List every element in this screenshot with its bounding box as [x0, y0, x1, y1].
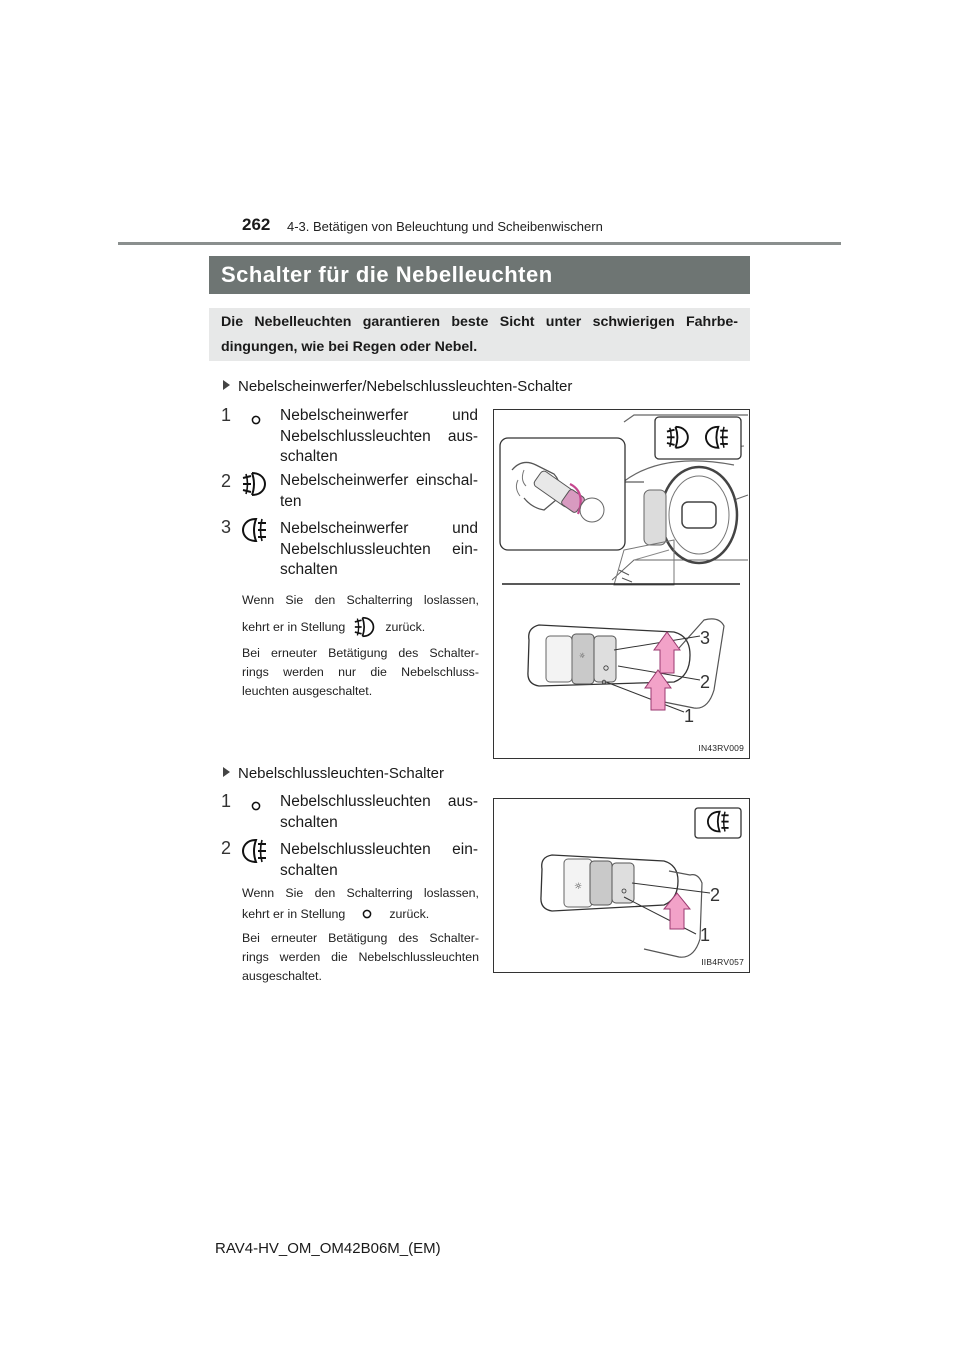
section1-note-1	[242, 591, 479, 609]
section1-heading-text: Nebelscheinwerfer/Nebelschlussleuchten-Schalter	[238, 378, 573, 395]
item-number-3: 3	[221, 517, 232, 537]
note-line: Bei erneuter Betätigung des Schalter-	[242, 931, 479, 945]
text-line: schalten	[280, 813, 338, 831]
figure-code: IIB4RV057	[701, 957, 744, 967]
note-line: Wenn Sie den Schalterring loslassen,	[242, 593, 479, 607]
section2-note-2	[242, 929, 479, 986]
section2-note-1	[242, 884, 479, 902]
section1-item-3-text	[280, 519, 478, 581]
text-line: Nebelscheinwerfer einschal-	[280, 472, 478, 489]
figure-label-1: 1	[700, 925, 711, 945]
header-divider	[118, 242, 841, 245]
intro-line-2: dingungen, wie bei Regen oder Nebel.	[221, 339, 478, 355]
page-number: 262	[242, 215, 271, 234]
note-text: kehrt er in Stellung	[242, 907, 346, 921]
intro-box	[209, 308, 750, 361]
off-circle-icon	[356, 907, 378, 921]
section1-item-1-text	[280, 406, 478, 468]
text-line: Nebelscheinwerfer und	[280, 520, 478, 537]
document-code: RAV4-HV_OM_OM42B06M_(EM)	[215, 1240, 441, 1257]
intro-line-1: Die Nebelleuchten garantieren beste Sicht unter schwierigen Fahrbe-	[221, 314, 738, 330]
note-text: kehrt er in Stellung	[242, 620, 346, 634]
section2-heading	[223, 765, 444, 782]
note-line: ausgeschaltet.	[242, 969, 322, 983]
text-line: schalten	[280, 561, 338, 578]
section1-item-2-text	[280, 471, 478, 512]
text-line: Nebelschlussleuchten ein-	[280, 540, 478, 558]
figure-fog-switch-1	[493, 409, 750, 759]
section2-heading-text: Nebelschlussleuchten-Schalter	[238, 765, 444, 782]
svg-text:☼: ☼	[574, 882, 583, 892]
bullet-arrow-icon	[223, 380, 230, 390]
text-line: Nebelschlussleuchten ein-	[280, 841, 478, 858]
figure-fog-switch-2	[493, 798, 750, 973]
text-line: schalten	[280, 861, 338, 879]
figure-label-2: 2	[710, 885, 721, 905]
front-fog-icon	[354, 615, 376, 639]
item-number-1: 1	[221, 791, 232, 811]
svg-text:☼: ☼	[579, 652, 586, 660]
off-circle-icon	[250, 413, 262, 431]
section1-note-2	[242, 644, 479, 701]
page-title-text: Schalter für die Nebelleuchten	[221, 262, 553, 287]
section2-item-2-text	[280, 840, 478, 881]
figure-label-2: 2	[700, 672, 711, 692]
text-line: Nebelschlussleuchten aus-	[280, 793, 478, 810]
text-line: schalten	[280, 448, 338, 465]
item-number-2: 2	[221, 838, 232, 858]
note-line: leuchten ausgeschaltet.	[242, 684, 373, 698]
section2-item-1-text	[280, 792, 478, 833]
item-number-1: 1	[221, 405, 232, 425]
note-text: zurück.	[389, 907, 430, 921]
off-circle-icon	[250, 799, 262, 817]
text-line: ten	[280, 492, 302, 510]
figure-illustration	[494, 799, 749, 972]
section2-note-1b	[242, 905, 502, 923]
section1-heading	[223, 378, 572, 395]
figure-label-1: 1	[684, 706, 695, 726]
page-title	[209, 256, 750, 294]
note-line: Bei erneuter Betätigung des Schalter-	[242, 646, 479, 660]
figure-label-3: 3	[700, 628, 711, 648]
note-line: rings werden nur die Nebelschluss-	[242, 665, 479, 679]
section-breadcrumb: 4-3. Betätigen von Beleuchtung und Scheibenwischern	[287, 219, 603, 234]
item-number-2: 2	[221, 471, 232, 491]
note-line: rings werden die Nebelschlussleuchten	[242, 950, 479, 964]
figure-illustration	[494, 410, 749, 758]
text-line: Nebelschlussleuchten aus-	[280, 427, 478, 445]
rear-fog-icon	[242, 516, 268, 549]
note-line: Wenn Sie den Schalterring loslassen,	[242, 886, 479, 900]
rear-fog-icon	[242, 837, 268, 870]
section1-note-1b	[242, 615, 502, 639]
text-line: Nebelscheinwerfer und	[280, 407, 478, 424]
front-fog-icon	[242, 470, 268, 503]
note-text: zurück.	[385, 620, 426, 634]
bullet-arrow-icon	[223, 767, 230, 777]
figure-code: IN43RV009	[698, 743, 744, 753]
